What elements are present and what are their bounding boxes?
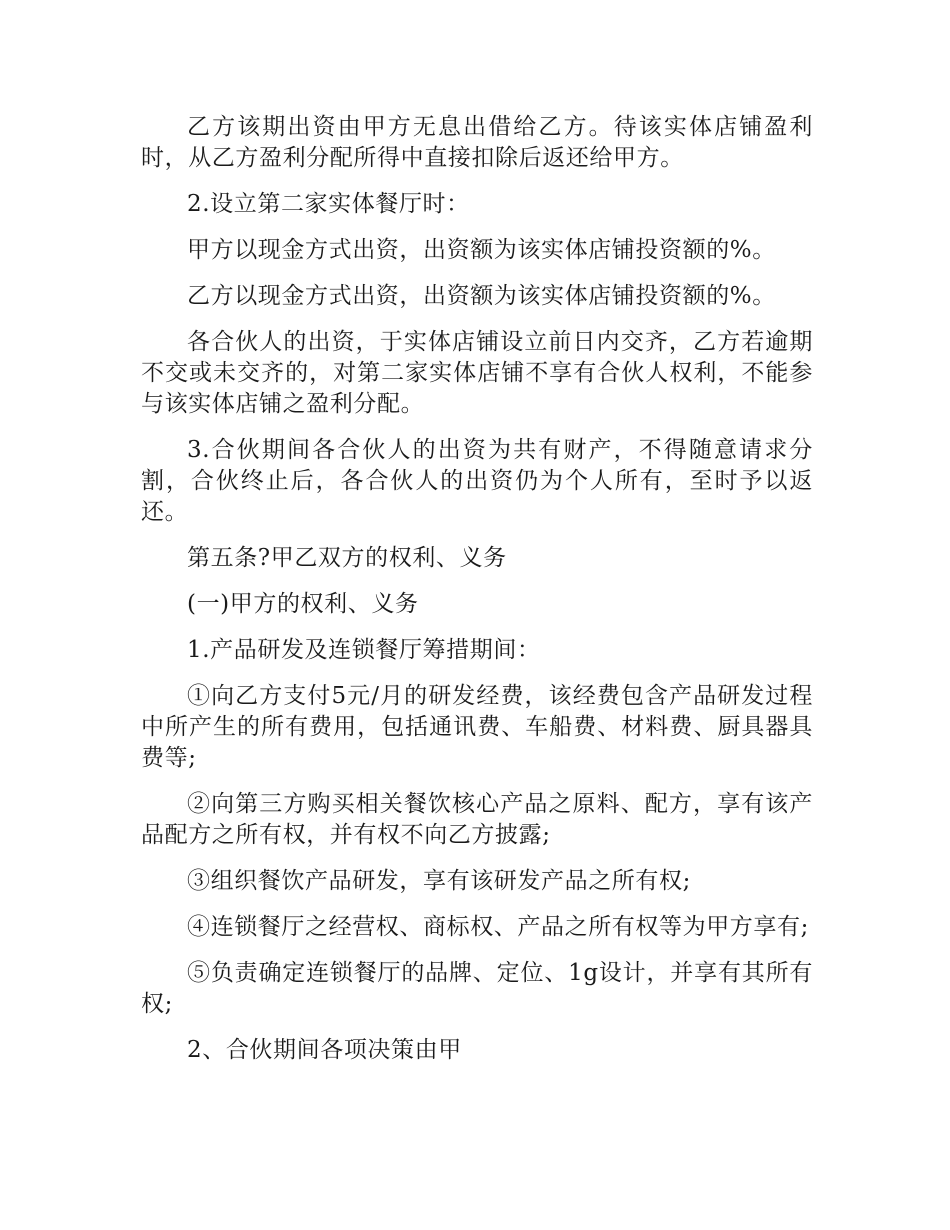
section-party-a-rights-heading: (一)甲方的权利、义务	[187, 591, 419, 617]
paragraph-party-b-contribution: 乙方以现金方式出资，出资额为该实体店铺投资额的%。	[187, 283, 776, 309]
clause-product-development: ③组织餐饮产品研发，享有该研发产品之所有权;	[187, 868, 691, 894]
article-5-heading: 第五条?甲乙双方的权利、义务	[187, 545, 507, 571]
paragraph-contribution-deadline: 各合伙人的出资，于实体店铺设立前日内交齐，乙方若逾期不交或未交齐的，对第二家实体店铺不享有合伙人权利，不能参与该实体店铺之盈利分配。	[141, 329, 813, 417]
paragraph-common-property: 3.合伙期间各合伙人的出资为共有财产，不得随意请求分割，合伙终止后，各合伙人的出资仍为个人所有，至时予以返还。	[141, 437, 813, 525]
paragraph-second-restaurant-heading: 2.设立第二家实体餐厅时：	[187, 191, 470, 217]
paragraph-decision-making: 2、合伙期间各项决策由甲	[187, 1037, 462, 1063]
paragraph-party-a-contribution: 甲方以现金方式出资，出资额为该实体店铺投资额的%。	[187, 237, 776, 263]
clause-rd-funding: ①向乙方支付5元/月的研发经费，该经费包含产品研发过程中所产生的所有费用，包括通讯费、车船费、材料费、厨具器具费等;	[141, 683, 813, 771]
paragraph-loan-repayment: 乙方该期出资由甲方无息出借给乙方。待该实体店铺盈利时，从乙方盈利分配所得中直接扣除后返还给甲方。	[141, 114, 813, 171]
clause-ingredient-purchase: ②向第三方购买相关餐饮核心产品之原料、配方，享有该产品配方之所有权，并有权不向乙方披露;	[141, 791, 813, 848]
subsection-rd-period-heading: 1.产品研发及连锁餐厅筹措期间：	[187, 637, 541, 663]
clause-brand-positioning: ⑤负责确定连锁餐厅的品牌、定位、1g设计，并享有其所有权;	[141, 960, 813, 1017]
document-page	[141, 112, 813, 1081]
clause-operating-rights: ④连锁餐厅之经营权、商标权、产品之所有权等为甲方享有;	[187, 914, 809, 940]
